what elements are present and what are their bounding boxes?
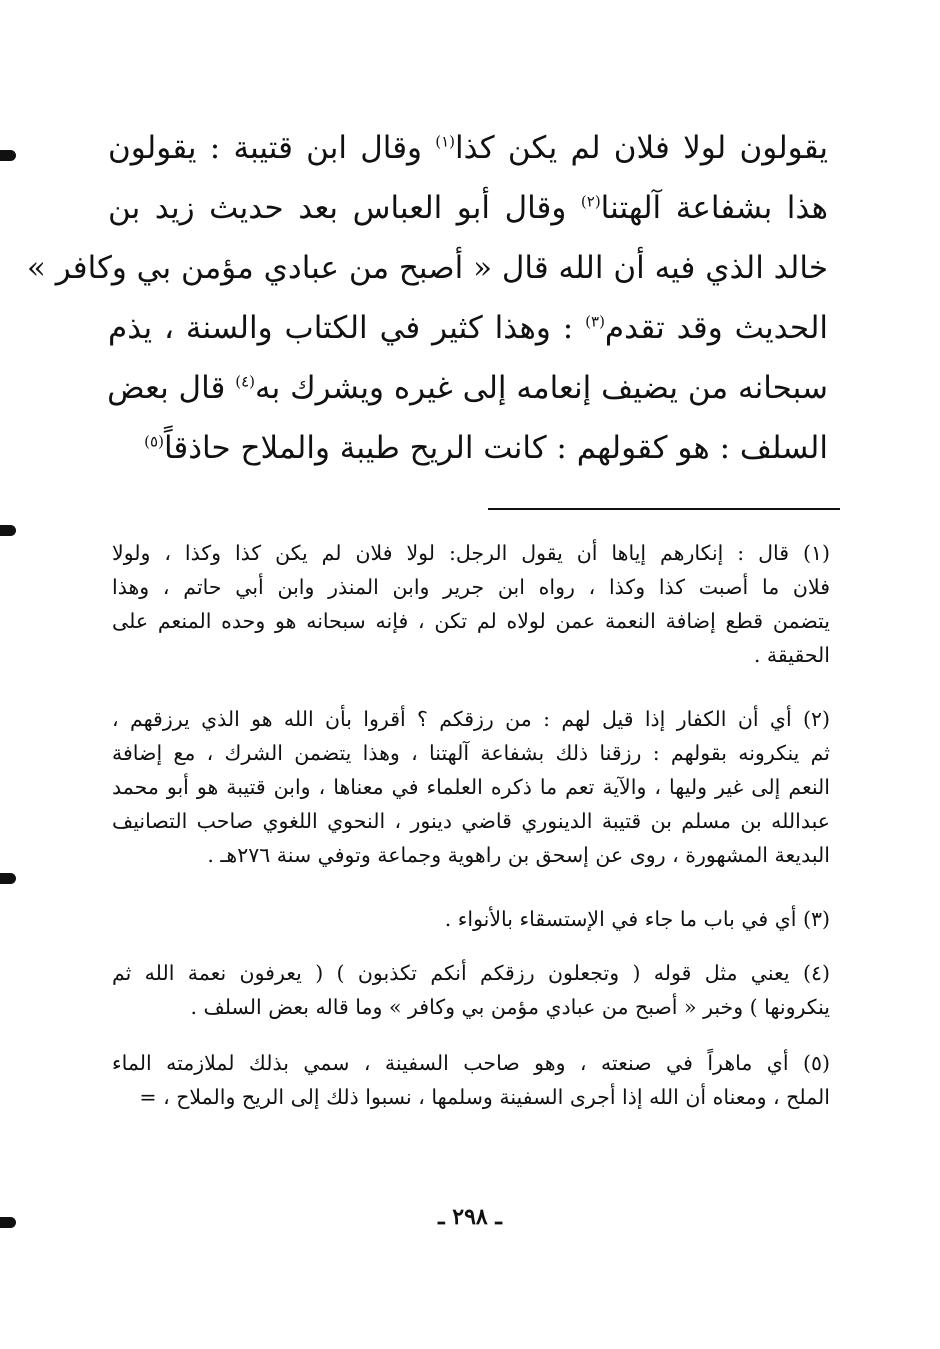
main-line-5-head: سبحانه من يضيف إنعامه إلى غيره ويشرك به: [254, 370, 828, 406]
main-text: [26, 118, 829, 478]
main-text-line-4: [108, 298, 828, 358]
footnote-1-line: الحقيقة .: [753, 643, 830, 667]
main-text-line-6: [108, 418, 828, 478]
main-line-4-head: الحديث وقد تقدم: [604, 310, 828, 346]
binding-mark: [0, 1217, 16, 1228]
footnote-4-line: (٤) يعني مثل قوله ( وتجعلون رزقكم أنكم تكذبون ) ( يعرفون نعمة الله ثم: [112, 961, 830, 985]
footnote-4: [112, 956, 830, 1032]
main-line-1-tail: وقال ابن قتيبة : يقولون: [108, 130, 423, 166]
main-text-line-3: [26, 238, 828, 298]
footnote-1-line: فلان ما أصبت كذا وكذا ، رواه ابن جرير وابن المنذر وابن أبي حاتم ، وهذا: [112, 575, 830, 599]
main-line-5-tail: قال بعض: [107, 370, 226, 406]
footnote-ref-5[interactable]: (٥): [144, 432, 164, 451]
footnote-5: [112, 1046, 830, 1118]
main-line-3-head: خالد الذي فيه أن الله قال « أصبح من عبادي مؤمن بي وكافر »: [26, 250, 828, 286]
footnote-1: [112, 536, 830, 686]
main-text-line-1: [108, 118, 828, 178]
footnote-2-line: ثم ينكرونه بقولهم : رزقنا ذلك بشفاعة آلهتنا ، وهذا يتضمن الشرك ، مع إضافة: [112, 741, 830, 765]
footnote-separator: [488, 508, 840, 510]
main-line-2-head: هذا بشفاعة آلهتنا: [600, 190, 829, 226]
footnote-2-line: البديعة المشهورة ، روى عن إسحق بن راهوية وجماعة وتوفي سنة ٢٧٦هـ .: [207, 843, 830, 867]
main-line-2-tail: وقال أبو العباس بعد حديث زيد بن: [108, 190, 567, 226]
binding-mark: [0, 150, 16, 161]
footnote-1-line: يتضمن قطع إضافة النعمة عمن لولاه لم تكن ، فإنه سبحانه هو وحده المنعم على: [112, 609, 830, 633]
main-line-4-tail: : وهذا كثير في الكتاب والسنة ، يذم: [108, 310, 574, 346]
main-line-1-head: يقولون لولا فلان لم يكن كذا: [455, 130, 829, 166]
binding-mark: [0, 525, 16, 536]
footnote-ref-2[interactable]: (٢): [580, 192, 601, 211]
footnote-2: [112, 702, 830, 888]
footnote-ref-1[interactable]: (١): [435, 132, 456, 151]
footnote-2-line: عبدالله بن مسلم بن قتيبة الدينوري قاضي دينور ، النحوي اللغوي صاحب التصانيف: [112, 809, 830, 833]
footnotes: [112, 536, 830, 1132]
main-text-line-5: [108, 358, 828, 418]
binding-mark: [0, 873, 16, 884]
footnote-ref-3[interactable]: (٣): [585, 312, 605, 331]
footnote-3-line: (٣) أي في باب ما جاء في الإستسقاء بالأنواء .: [444, 907, 830, 931]
footnote-ref-4[interactable]: (٤): [235, 372, 255, 391]
footnote-2-line: (٢) أي أن الكفار إذا قيل لهم : من رزقكم ؟ أقروا بأن الله هو الذي يرزقهم ،: [112, 707, 830, 731]
footnote-2-line: النعم إلى غير وليها ، والآية تعم ما ذكره العلماء في معناها ، وابن قتيبة هو أبو محمد: [112, 775, 830, 799]
footnote-1-line: (١) قال : إنكارهم إياها أن يقول الرجل: لولا فلان لم يكن كذا وكذا ، ولولا: [112, 541, 830, 565]
page-number: ـ ٢٩٨ ـ: [438, 1204, 502, 1230]
footnote-5-line: الملح ، ومعناه أن الله إذا أجرى السفينة وسلمها ، نسبوا ذلك إلى الريح والملاح ، =: [139, 1085, 830, 1109]
footnote-4-line: ينكرونها ) وخبر « أصبح من عبادي مؤمن بي وكافر » وما قاله بعض السلف .: [190, 995, 830, 1019]
footnote-3: [112, 902, 830, 942]
footnote-5-line: (٥) أي ماهراً في صنعته ، وهو صاحب السفينة ، سمي بذلك لملازمته الماء: [112, 1051, 830, 1075]
main-text-line-2: [108, 178, 828, 238]
main-line-6-head: السلف : هو كقولهم : كانت الريح طيبة والملاح حاذقاً: [163, 430, 828, 466]
